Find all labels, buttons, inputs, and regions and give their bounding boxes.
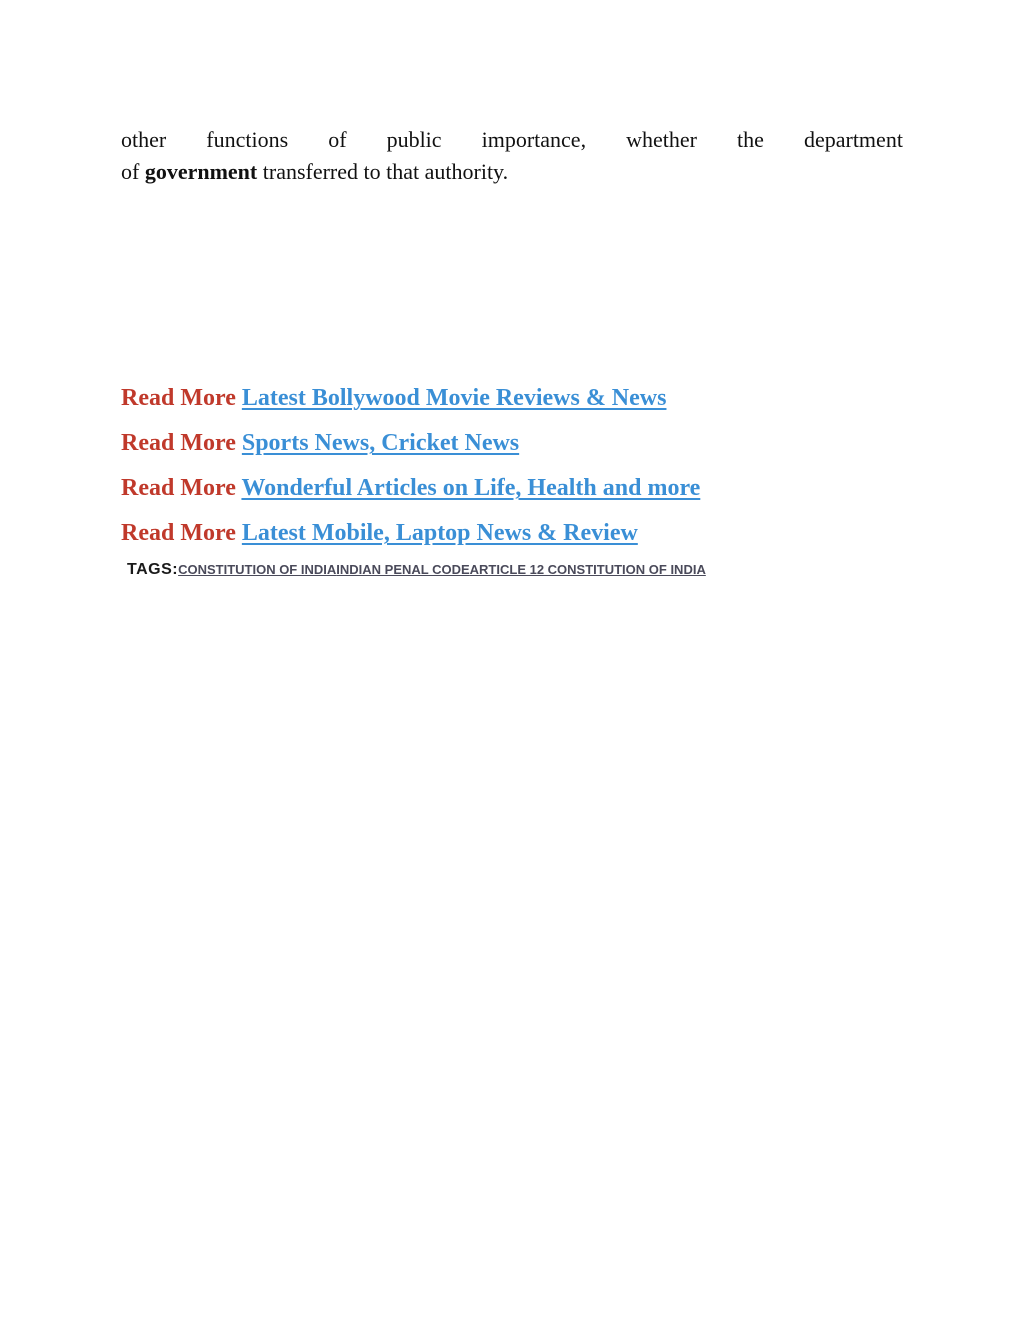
read-more-row: [121, 428, 519, 458]
paragraph-word: importance,: [481, 127, 587, 152]
paragraph-word: department: [803, 127, 903, 152]
read-more-link-bollywood[interactable]: Latest Bollywood Movie Reviews & News: [241, 385, 667, 411]
read-more-row: [121, 473, 700, 503]
read-more-link-sports[interactable]: Sports News, Cricket News: [241, 430, 520, 456]
tag-link-article-12[interactable]: ARTICLE 12 CONSTITUTION OF INDIA: [469, 562, 706, 577]
body-paragraph: [121, 124, 903, 188]
tags-row: [127, 561, 706, 579]
read-more-link-articles[interactable]: Wonderful Articles on Life, Health and more: [241, 475, 701, 501]
paragraph-bold-term: government: [144, 159, 258, 184]
paragraph-word: of: [328, 127, 347, 152]
read-more-link-mobile[interactable]: Latest Mobile, Laptop News & Review: [241, 520, 638, 546]
paragraph-line-2: [121, 156, 903, 188]
read-more-label: Read More: [121, 475, 236, 501]
read-more-label: Read More: [121, 385, 236, 411]
tag-link-penal-code[interactable]: INDIAN PENAL CODE: [336, 562, 470, 577]
tags-label: TAGS:: [127, 561, 179, 578]
read-more-label: Read More: [121, 520, 236, 546]
paragraph-line-1: [121, 124, 903, 156]
paragraph-text-suffix: transferred to that authority.: [257, 159, 509, 184]
paragraph-word: other: [121, 127, 167, 152]
paragraph-word: public: [386, 127, 442, 152]
paragraph-word: functions: [206, 127, 289, 152]
paragraph-text-prefix: of: [121, 159, 145, 184]
paragraph-word: the: [737, 127, 764, 152]
read-more-label: Read More: [121, 430, 236, 456]
paragraph-word: whether: [626, 127, 697, 152]
tag-link-constitution[interactable]: CONSTITUTION OF INDIA: [178, 562, 337, 577]
read-more-row: [121, 518, 638, 548]
read-more-row: [121, 383, 666, 413]
